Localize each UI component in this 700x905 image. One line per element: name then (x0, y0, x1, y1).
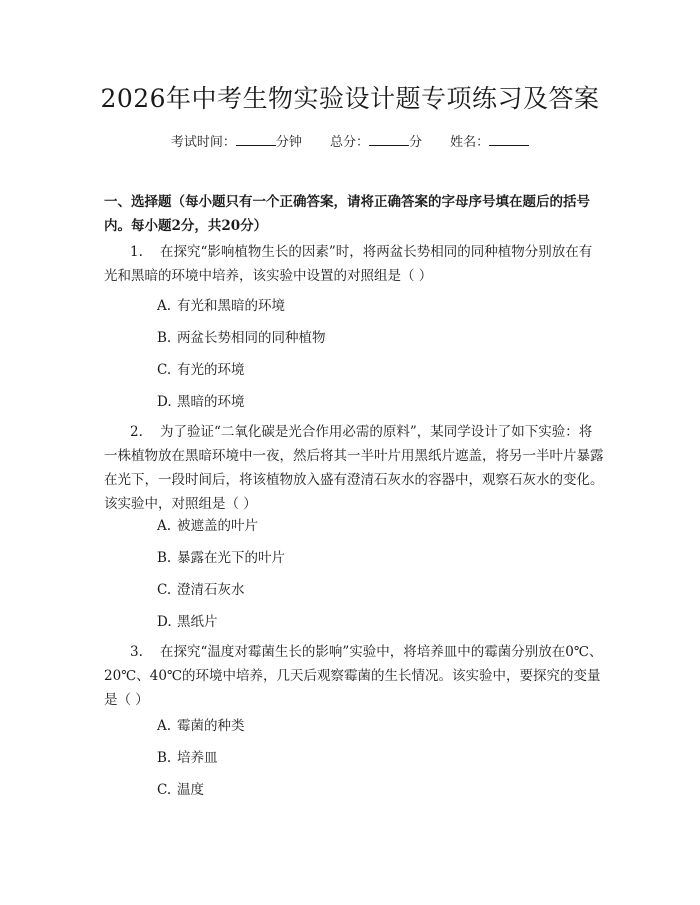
option-letter: B. (157, 750, 172, 766)
option-3c (157, 780, 204, 800)
option-letter: B. (157, 550, 172, 566)
question-text: 为了验证“二氧化碳是光合作用必需的原料”，某同学设计了如下实验：将一株植物放在黑暗环境中一夜，然后将其一半叶片用黑纸片遮盖，将另一半叶片暴露在光下，一段时间后，将该植物放入盛有澄清石灰水的容器中，观察石灰水的变化。该实验中，对照组是（ ） (104, 424, 604, 512)
name-blank (489, 132, 529, 146)
option-1d (157, 392, 245, 412)
option-letter: C. (157, 582, 172, 598)
question-text: 在探究“影响植物生长的因素”时，将两盆长势相同的同种植物分别放在有光和黑暗的环境中培养，该实验中设置的对照组是（ ） (104, 244, 593, 284)
time-blank (236, 132, 276, 146)
option-text: 霉菌的种类 (177, 718, 245, 734)
option-2b (157, 548, 285, 568)
section-heading: 一、选择题（每小题只有一个正确答案，请将正确答案的字母序号填在题后的括号内。每小题2分，共20分） (104, 194, 590, 234)
question-number: 3. (130, 644, 143, 660)
option-letter: A. (157, 718, 172, 734)
option-letter: C. (157, 362, 172, 378)
option-2c (157, 580, 245, 600)
question-1 (104, 240, 604, 288)
option-letter: B. (157, 330, 172, 346)
option-letter: A. (157, 298, 172, 314)
time-label: 考试时间： (170, 135, 236, 150)
score-label: 总分： (329, 135, 369, 150)
option-1b (157, 328, 326, 348)
question-number: 1. (130, 244, 143, 260)
option-1a (157, 296, 285, 316)
option-text: 澄清石灰水 (177, 582, 245, 598)
score-unit: 分 (409, 135, 423, 150)
option-text: 有光和黑暗的环境 (177, 298, 285, 314)
option-2d (157, 612, 218, 632)
option-text: 黑暗的环境 (177, 394, 245, 410)
option-3b (157, 748, 218, 768)
option-1c (157, 360, 245, 380)
name-label: 姓名： (450, 135, 490, 150)
time-unit: 分钟 (275, 135, 302, 150)
option-text: 温度 (177, 782, 204, 798)
exam-meta (0, 132, 700, 153)
question-number: 2. (130, 424, 143, 440)
option-text: 暴露在光下的叶片 (177, 550, 285, 566)
option-text: 黑纸片 (177, 614, 218, 630)
score-blank (369, 132, 409, 146)
page-title: 2026年中考生物实验设计题专项练习及答案 (100, 84, 600, 113)
score-field (330, 132, 422, 153)
option-letter: C. (157, 782, 172, 798)
option-text: 被遮盖的叶片 (177, 518, 258, 534)
time-field (171, 132, 302, 153)
option-3a (157, 716, 245, 736)
option-letter: D. (157, 614, 172, 630)
question-2 (104, 420, 604, 516)
question-text: 在探究“温度对霉菌生长的影响”实验中，将培养皿中的霉菌分别放在0℃、20℃、40℃的环境中培养，几天后观察霉菌的生长情况。该实验中，要探究的变量是（ ） (104, 644, 603, 708)
option-letter: A. (157, 518, 172, 534)
option-letter: D. (157, 394, 172, 410)
option-2a (157, 516, 258, 536)
option-text: 有光的环境 (177, 362, 245, 378)
option-text: 两盆长势相同的同种植物 (177, 330, 326, 346)
name-field (450, 132, 529, 153)
question-3 (104, 640, 604, 712)
option-text: 培养皿 (177, 750, 218, 766)
